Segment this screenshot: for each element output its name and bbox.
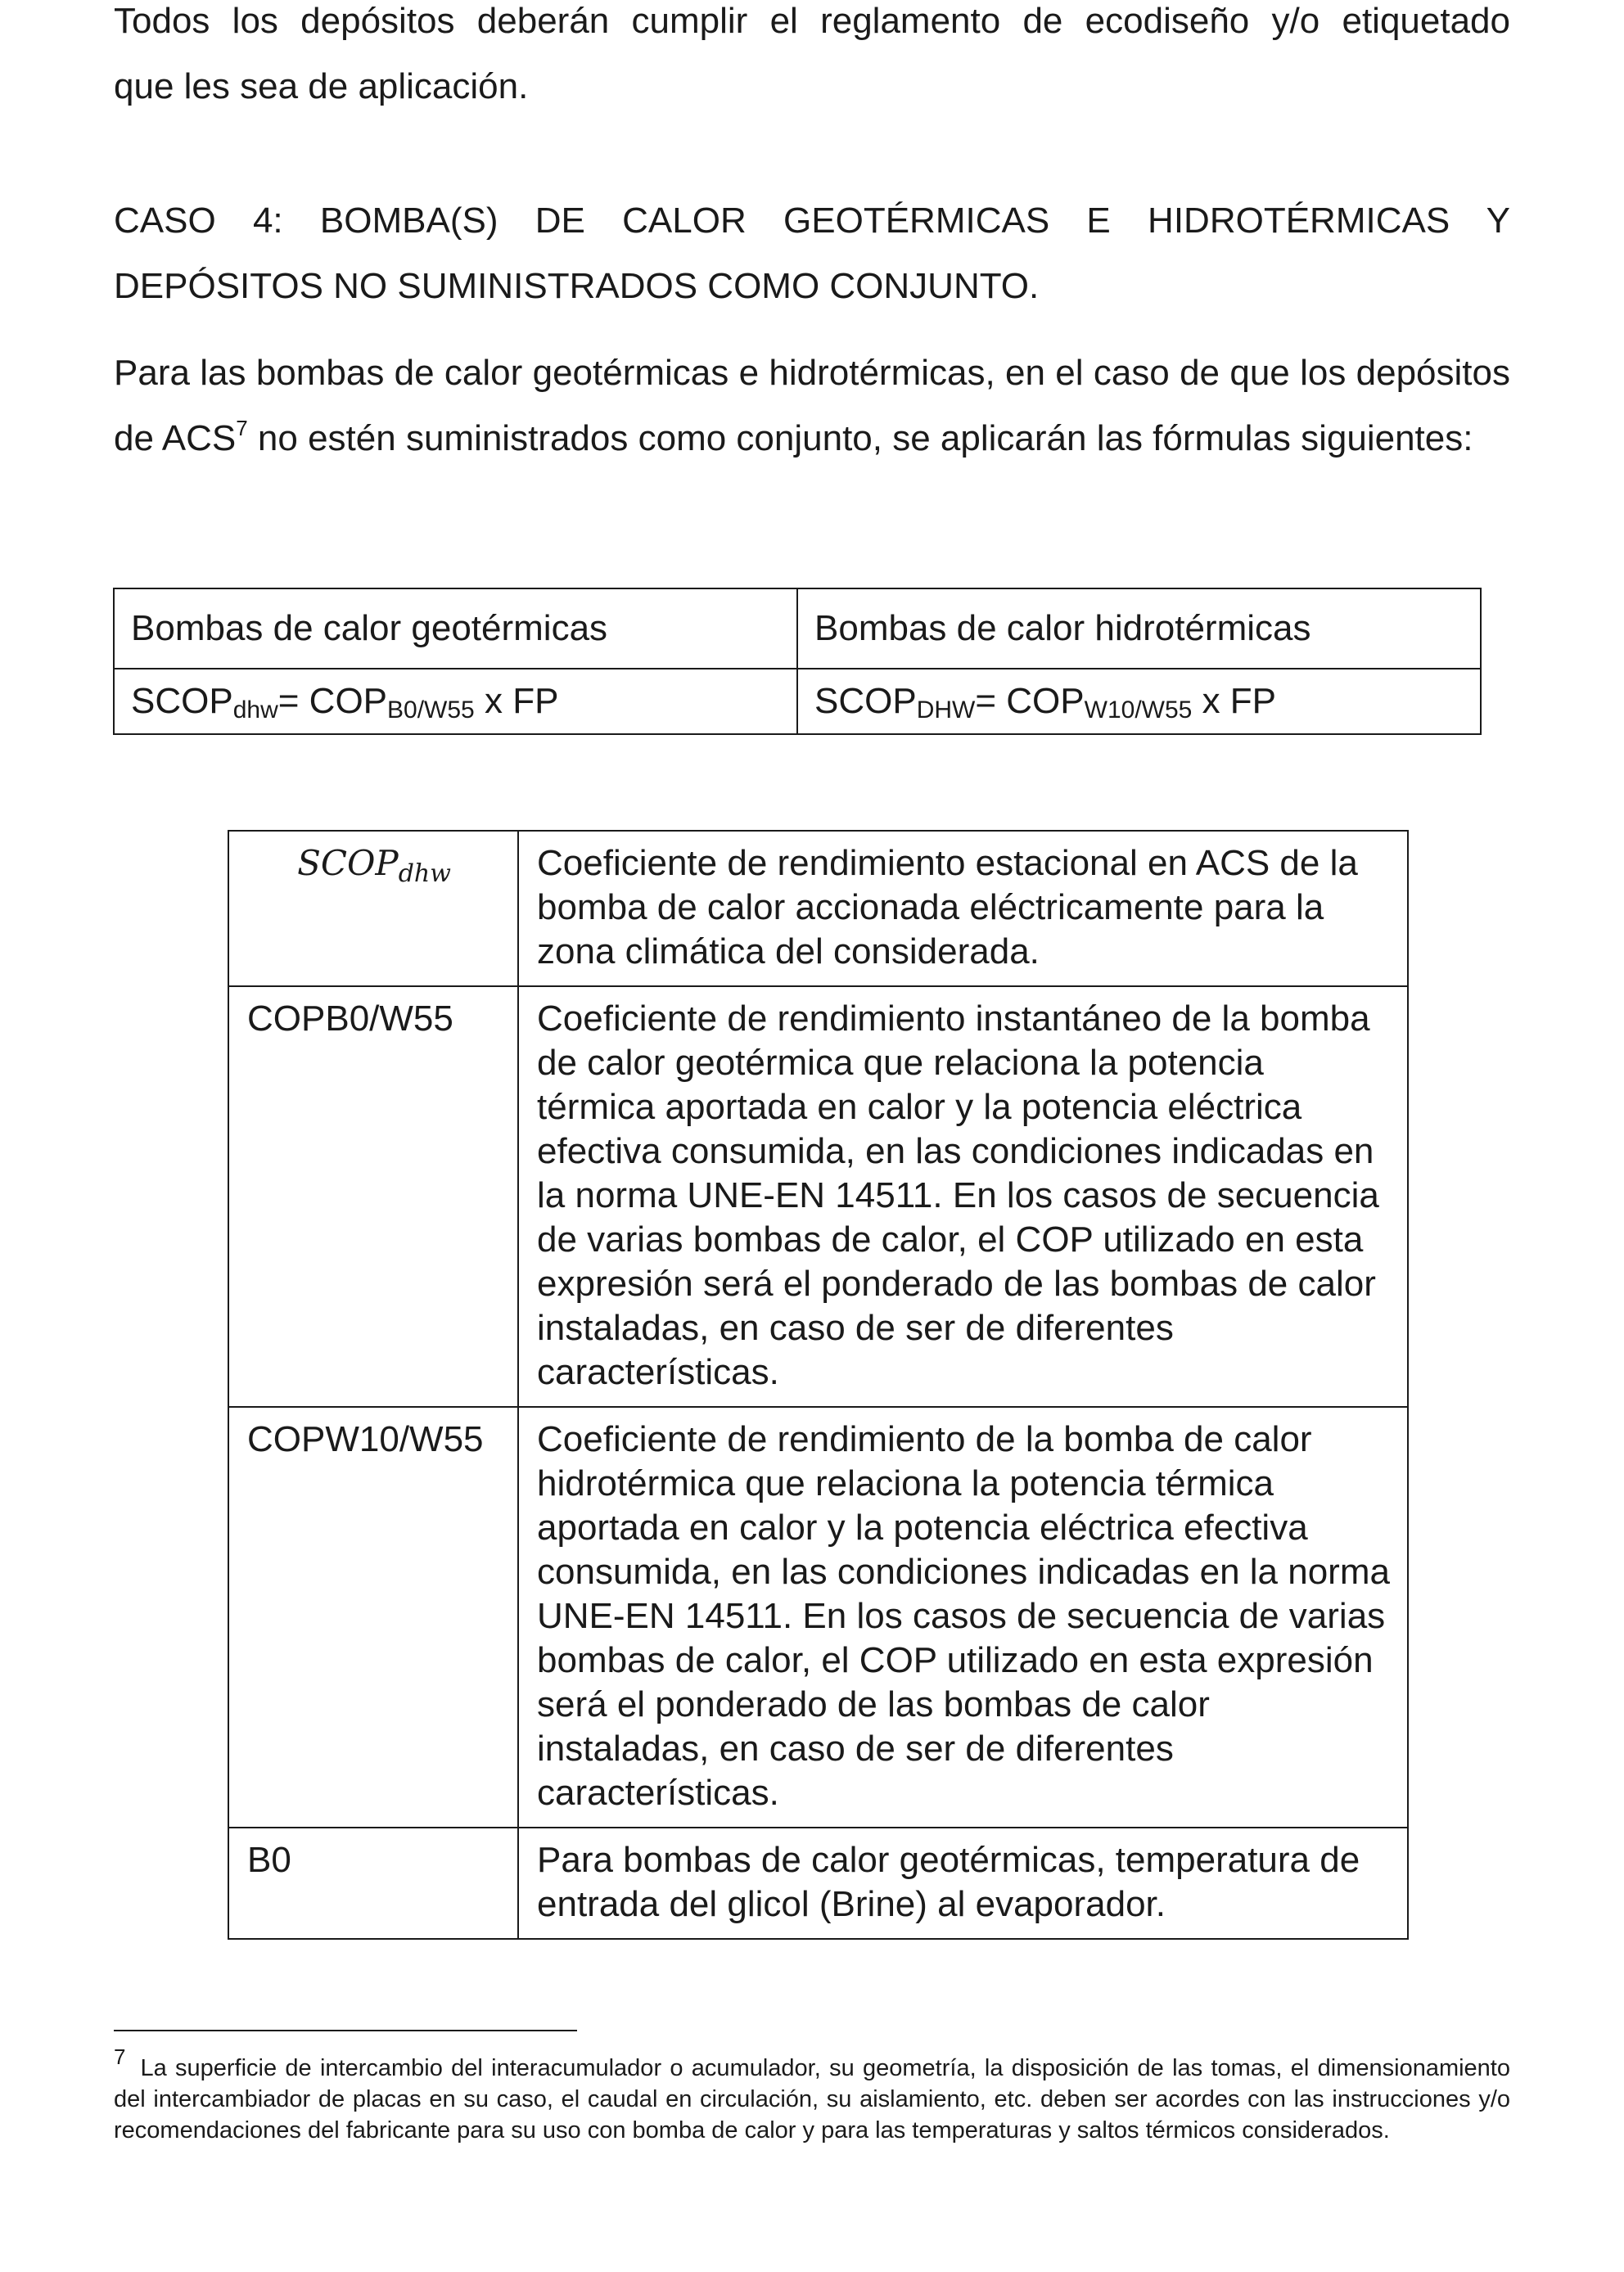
intro-line-1: Todos los depósitos deberán cumplir el reglamento de ecodiseño y/o etiquetado [114, 1, 1510, 41]
definition-term: B0 [228, 1828, 518, 1939]
header-hydrothermal: Bombas de calor hidrotérmicas [797, 588, 1481, 669]
definitions-table [228, 830, 1409, 1940]
formula-hydro-tail: x FP [1192, 681, 1277, 721]
formula-geothermal [114, 669, 797, 734]
formula-geo-mid: = COP [277, 681, 388, 721]
body-text-before-ref: Para las bombas de calor geotérmicas e hidrotérmicas, en el caso de que los depósitos de ACS [114, 353, 1510, 458]
footnote-separator [114, 2030, 577, 2031]
definition-text: Coeficiente de rendimiento instantáneo de la bomba de calor geotérmica que relaciona la potencia térmica aportada en calor y la potencia eléctrica efectiva consumida, en las condiciones indicadas en la norma UNE-EN 14511. En los casos de secuencia de varias bombas de calor, el COP utilizado en esta expresión será el ponderado de las bombas de calor instaladas, en caso de ser de diferentes características. [518, 986, 1408, 1407]
footnote-reference: 7 [236, 416, 248, 441]
formula-table [113, 588, 1482, 735]
definition-term: COPW10/W55 [228, 1407, 518, 1828]
definition-term-base: SCOP [297, 843, 399, 883]
footnote-mark: 7 [114, 2044, 126, 2069]
definition-text: Para bombas de calor geotérmicas, temperatura de entrada del glicol (Brine) al evaporador. [518, 1828, 1408, 1939]
definition-term: COPB0/W55 [228, 986, 518, 1407]
definition-row [228, 1828, 1408, 1939]
footnote-text: La superficie de intercambio del interacumulador o acumulador, su geometría, la disposición de las tomas, el dimensionamiento del intercambiador de placas en su caso, el caudal en circulación, su aislamiento, etc. deben ser acordes con las instrucciones y/o recomendaciones del fabricante para su uso con bomba de calor y para las temperaturas y saltos térmicos considerados. [114, 2055, 1510, 2144]
formula-table-formula-row [114, 669, 1481, 734]
formula-geo-lhs-sub: dhw [232, 696, 278, 724]
footnote [114, 2044, 1510, 2146]
header-geothermal: Bombas de calor geotérmicas [114, 588, 797, 669]
definition-text: Coeficiente de rendimiento de la bomba de calor hidrotérmica que relaciona la potencia térmica aportada en calor y la potencia eléctrica efectiva consumida, en las condiciones indicadas en la norma UNE-EN 14511. En los casos de secuencia de varias bombas de calor, el COP utilizado en esta expresión será el ponderado de las bombas de calor instaladas, en caso de ser de diferentes características. [518, 1407, 1408, 1828]
definition-row [228, 831, 1408, 986]
formula-hydro-lhs: SCOP [814, 681, 917, 721]
body-text-after-ref: no estén suministrados como conjunto, se aplicarán las fórmulas siguientes: [247, 418, 1473, 458]
definition-text: Coeficiente de rendimiento estacional en ACS de la bomba de calor accionada eléctricamente para la zona climática del considerada. [518, 831, 1408, 986]
definition-term [228, 831, 518, 986]
section-heading-line-1: CASO 4: BOMBA(S) DE CALOR GEOTÉRMICAS E HIDROTÉRMICAS Y [114, 201, 1510, 241]
formula-geo-lhs: SCOP [131, 681, 233, 721]
definition-term-sub: dhw [398, 859, 451, 888]
intro-line-2: que les sea de aplicación. [114, 66, 529, 106]
formula-hydrothermal [797, 669, 1481, 734]
definition-row [228, 986, 1408, 1407]
formula-hydro-mid: = COP [975, 681, 1085, 721]
formula-geo-tail: x FP [474, 681, 559, 721]
formula-hydro-rhs-sub: W10/W55 [1084, 696, 1193, 724]
formula-hydro-lhs-sub: DHW [916, 696, 976, 724]
section-heading-line-2: DEPÓSITOS NO SUMINISTRADOS COMO CONJUNTO. [114, 266, 1040, 306]
body-paragraph [114, 340, 1510, 471]
formula-table-header-row [114, 588, 1481, 669]
definition-row [228, 1407, 1408, 1828]
formula-geo-rhs-sub: B0/W55 [387, 696, 475, 724]
